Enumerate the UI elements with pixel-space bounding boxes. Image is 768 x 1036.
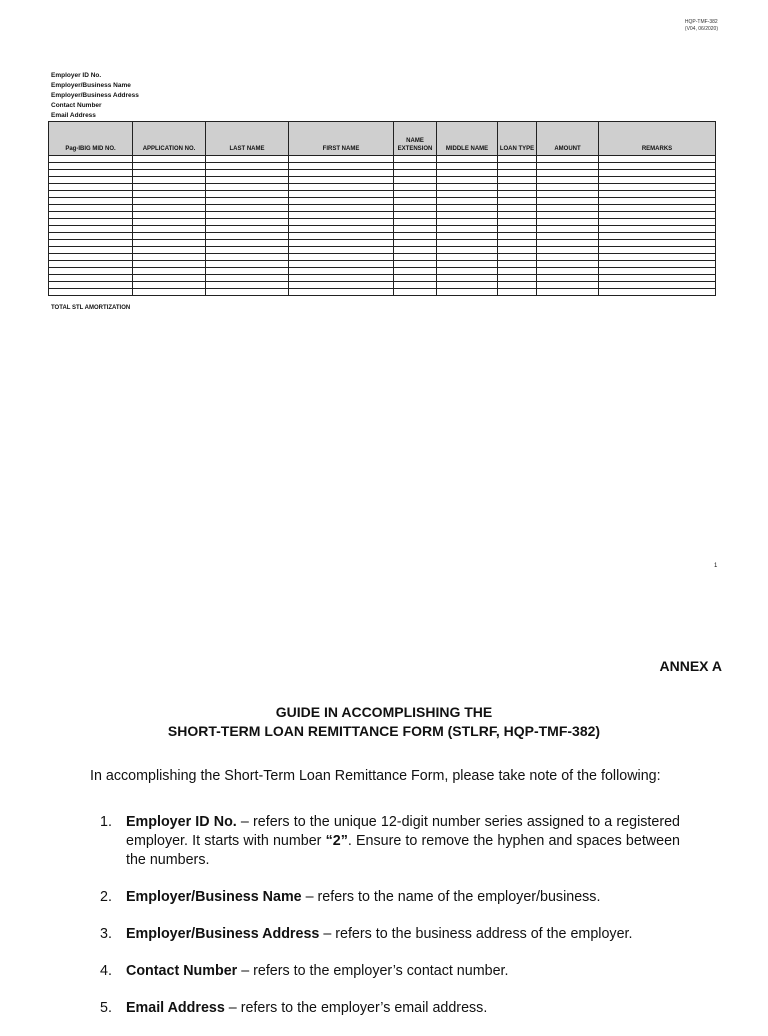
table-cell[interactable] [206, 254, 289, 261]
table-cell[interactable] [206, 170, 289, 177]
table-cell[interactable] [498, 282, 537, 289]
table-row [49, 254, 716, 261]
table-row [49, 289, 716, 296]
table-cell[interactable] [437, 247, 498, 254]
annex-heading: ANNEX A [659, 658, 722, 674]
table-row [49, 163, 716, 170]
table-cell[interactable] [498, 163, 537, 170]
table-row [49, 247, 716, 254]
guide-list [90, 813, 680, 1036]
table-cell[interactable] [49, 247, 133, 254]
table-row [49, 205, 716, 212]
table-cell[interactable] [289, 254, 394, 261]
table-cell[interactable] [498, 212, 537, 219]
table-cell[interactable] [133, 191, 206, 198]
table-cell[interactable] [437, 233, 498, 240]
table-cell[interactable] [49, 254, 133, 261]
table-cell[interactable] [206, 289, 289, 296]
table-row [49, 184, 716, 191]
table-cell[interactable] [498, 184, 537, 191]
table-cell[interactable] [437, 261, 498, 268]
table-cell[interactable] [133, 205, 206, 212]
guide-item-number: 5. [100, 1000, 112, 1016]
table-cell[interactable] [498, 275, 537, 282]
table-cell[interactable] [599, 282, 716, 289]
table-cell[interactable] [133, 212, 206, 219]
form-code: HQP-TMF-382 [684, 19, 718, 25]
table-cell[interactable] [49, 261, 133, 268]
table-cell[interactable] [394, 268, 437, 275]
table-cell[interactable] [537, 177, 599, 184]
table-cell[interactable] [437, 275, 498, 282]
table-cell[interactable] [394, 226, 437, 233]
table-cell[interactable] [437, 240, 498, 247]
table-cell[interactable] [599, 268, 716, 275]
table-cell[interactable] [394, 282, 437, 289]
table-cell[interactable] [394, 163, 437, 170]
table-cell[interactable] [537, 282, 599, 289]
table-cell[interactable] [206, 247, 289, 254]
table-header-row [49, 122, 716, 156]
table-cell[interactable] [394, 156, 437, 163]
table-cell[interactable] [394, 289, 437, 296]
table-cell[interactable] [537, 247, 599, 254]
table-cell[interactable] [437, 163, 498, 170]
table-row [49, 219, 716, 226]
table-cell[interactable] [537, 170, 599, 177]
guide-item-number: 1. [100, 814, 112, 830]
table-cell[interactable] [289, 261, 394, 268]
table-cell[interactable] [289, 233, 394, 240]
table-cell[interactable] [49, 289, 133, 296]
table-cell[interactable] [206, 198, 289, 205]
table-cell[interactable] [394, 184, 437, 191]
table-cell[interactable] [437, 177, 498, 184]
table-cell[interactable] [394, 212, 437, 219]
table-row [49, 226, 716, 233]
table-cell[interactable] [289, 156, 394, 163]
table-cell[interactable] [599, 275, 716, 282]
guide-item-desc: – refers to the name of the employer/business. [301, 889, 601, 905]
table-cell[interactable] [498, 191, 537, 198]
table-cell[interactable] [133, 163, 206, 170]
table-cell[interactable] [133, 198, 206, 205]
table-cell[interactable] [437, 254, 498, 261]
table-cell[interactable] [498, 219, 537, 226]
email-address-label: Email Address [51, 112, 96, 119]
table-cell[interactable] [498, 156, 537, 163]
guide-item-number: 4. [100, 963, 112, 979]
guide-title-line1: GUIDE IN ACCOMPLISHING THE [275, 704, 493, 720]
table-cell[interactable] [437, 268, 498, 275]
table-cell[interactable] [133, 268, 206, 275]
guide-title [0, 703, 768, 741]
table-cell[interactable] [133, 233, 206, 240]
table-cell[interactable] [537, 268, 599, 275]
table-cell[interactable] [537, 240, 599, 247]
table-cell[interactable] [437, 191, 498, 198]
table-cell[interactable] [133, 261, 206, 268]
table-cell[interactable] [49, 219, 133, 226]
employer-fields [51, 71, 139, 121]
table-cell[interactable] [537, 205, 599, 212]
table-cell[interactable] [289, 240, 394, 247]
table-cell[interactable] [437, 170, 498, 177]
table-cell[interactable] [498, 261, 537, 268]
table-cell[interactable] [289, 289, 394, 296]
table-cell[interactable] [599, 205, 716, 212]
col-header: APPLICATION NO. [133, 122, 206, 156]
contact-number-label: Contact Number [51, 102, 102, 109]
table-cell[interactable] [599, 163, 716, 170]
table-row [49, 198, 716, 205]
table-cell[interactable] [206, 219, 289, 226]
guide-item-desc: – refers to the business address of the employer. [319, 926, 633, 942]
table-cell[interactable] [133, 240, 206, 247]
table-cell[interactable] [537, 254, 599, 261]
table-cell[interactable] [437, 282, 498, 289]
table-cell[interactable] [49, 163, 133, 170]
table-cell[interactable] [133, 170, 206, 177]
col-header: MIDDLE NAME [437, 122, 498, 156]
table-row [49, 233, 716, 240]
table-row [49, 261, 716, 268]
table-cell[interactable] [394, 275, 437, 282]
table-cell[interactable] [49, 275, 133, 282]
table-cell[interactable] [599, 184, 716, 191]
table-cell[interactable] [599, 212, 716, 219]
table-body [49, 156, 716, 296]
table-cell[interactable] [133, 219, 206, 226]
table-cell[interactable] [206, 156, 289, 163]
table-cell[interactable] [537, 289, 599, 296]
guide-item-desc-cont: . Ensure to remove the hyphen and spaces between the numbers. [126, 833, 680, 868]
guide-item-term: Employer/Business Name [126, 889, 302, 905]
table-cell[interactable] [599, 254, 716, 261]
business-name-label: Employer/Business Name [51, 82, 131, 89]
table-cell[interactable] [289, 170, 394, 177]
table-cell[interactable] [206, 275, 289, 282]
table-cell[interactable] [289, 282, 394, 289]
table-cell[interactable] [437, 289, 498, 296]
table-cell[interactable] [289, 226, 394, 233]
guide-item-term: Email Address [126, 1000, 225, 1016]
table-cell[interactable] [206, 212, 289, 219]
table-cell[interactable] [599, 198, 716, 205]
guide-item-emphasis: “2” [325, 833, 348, 849]
table-cell[interactable] [498, 198, 537, 205]
employer-id-label: Employer ID No. [51, 72, 102, 79]
table-cell[interactable] [289, 275, 394, 282]
table-cell[interactable] [498, 177, 537, 184]
table-cell[interactable] [394, 170, 437, 177]
table-cell[interactable] [599, 240, 716, 247]
table-cell[interactable] [133, 289, 206, 296]
table-cell[interactable] [599, 247, 716, 254]
table-cell[interactable] [206, 282, 289, 289]
table-cell[interactable] [537, 156, 599, 163]
table-cell[interactable] [537, 191, 599, 198]
table-cell[interactable] [289, 247, 394, 254]
table-cell[interactable] [394, 233, 437, 240]
guide-item-term: Employer ID No. [126, 814, 237, 830]
table-cell[interactable] [599, 219, 716, 226]
table-cell[interactable] [133, 282, 206, 289]
guide-item [90, 888, 680, 907]
table-cell[interactable] [206, 240, 289, 247]
table-row [49, 268, 716, 275]
col-header: Pag-IBIG MID NO. [49, 122, 133, 156]
table-cell[interactable] [437, 205, 498, 212]
table-cell[interactable] [49, 282, 133, 289]
table-cell[interactable] [133, 177, 206, 184]
table-cell[interactable] [49, 177, 133, 184]
total-stl-amortization-label: TOTAL STL AMORTIZATION [51, 305, 131, 311]
table-row [49, 240, 716, 247]
table-cell[interactable] [206, 226, 289, 233]
table-cell[interactable] [49, 156, 133, 163]
table-cell[interactable] [289, 177, 394, 184]
table-cell[interactable] [206, 268, 289, 275]
table-cell[interactable] [49, 268, 133, 275]
table-cell[interactable] [537, 261, 599, 268]
table-cell[interactable] [498, 247, 537, 254]
table-cell[interactable] [537, 184, 599, 191]
table-cell[interactable] [537, 163, 599, 170]
table-cell[interactable] [206, 191, 289, 198]
guide-item-desc: – refers to the unique 12-digit number series assigned to a registered employer. It starts with number [126, 814, 680, 849]
table-cell[interactable] [394, 240, 437, 247]
table-cell[interactable] [206, 177, 289, 184]
col-header: LOAN TYPE [498, 122, 537, 156]
table-cell[interactable] [289, 163, 394, 170]
table-cell[interactable] [394, 205, 437, 212]
table-cell[interactable] [49, 191, 133, 198]
table-cell[interactable] [599, 191, 716, 198]
table-row [49, 212, 716, 219]
table-cell[interactable] [49, 240, 133, 247]
table-cell[interactable] [49, 233, 133, 240]
table-cell[interactable] [599, 289, 716, 296]
col-header: NAME EXTENSION [394, 122, 437, 156]
table-cell[interactable] [289, 205, 394, 212]
table-cell[interactable] [394, 219, 437, 226]
table-cell[interactable] [537, 219, 599, 226]
form-version: (V04, 06/2020) [684, 26, 718, 32]
col-header: AMOUNT [537, 122, 599, 156]
col-header: LAST NAME [206, 122, 289, 156]
table-cell[interactable] [437, 219, 498, 226]
table-cell[interactable] [537, 226, 599, 233]
table-cell[interactable] [289, 184, 394, 191]
table-cell[interactable] [599, 177, 716, 184]
table-cell[interactable] [437, 156, 498, 163]
table-cell[interactable] [394, 247, 437, 254]
guide-intro: In accomplishing the Short-Term Loan Remittance Form, please take note of the following: [90, 768, 661, 784]
guide-item [90, 813, 680, 870]
table-cell[interactable] [133, 226, 206, 233]
table-cell[interactable] [437, 198, 498, 205]
table-cell[interactable] [599, 226, 716, 233]
table-cell[interactable] [498, 240, 537, 247]
business-address-label: Employer/Business Address [51, 92, 139, 99]
table-cell[interactable] [133, 254, 206, 261]
form-code-block [685, 19, 718, 33]
table-cell[interactable] [437, 226, 498, 233]
table-cell[interactable] [289, 212, 394, 219]
guide-item [90, 962, 680, 981]
guide-item [90, 925, 680, 944]
guide-title-line2: SHORT-TERM LOAN REMITTANCE FORM (STLRF, HQP-TMF-382) [167, 723, 601, 739]
table-cell[interactable] [437, 212, 498, 219]
table-cell[interactable] [49, 226, 133, 233]
table-cell[interactable] [498, 268, 537, 275]
table-cell[interactable] [394, 198, 437, 205]
table-cell[interactable] [49, 198, 133, 205]
table-cell[interactable] [133, 275, 206, 282]
guide-item-term: Contact Number [126, 963, 238, 979]
table-cell[interactable] [133, 184, 206, 191]
table-cell[interactable] [599, 170, 716, 177]
table-cell[interactable] [49, 212, 133, 219]
table-row [49, 156, 716, 163]
col-header: FIRST NAME [289, 122, 394, 156]
guide-item-number: 3. [100, 926, 112, 942]
guide-item-desc: – refers to the employer’s contact number. [237, 963, 509, 979]
table-row [49, 177, 716, 184]
table-cell[interactable] [133, 156, 206, 163]
table-row [49, 191, 716, 198]
table-cell[interactable] [206, 261, 289, 268]
table-cell[interactable] [537, 275, 599, 282]
table-cell[interactable] [437, 184, 498, 191]
guide-item [90, 999, 680, 1018]
remittance-table [48, 121, 716, 296]
table-cell[interactable] [498, 205, 537, 212]
table-cell[interactable] [498, 254, 537, 261]
page-number: 1 [714, 563, 718, 569]
table-cell[interactable] [289, 219, 394, 226]
table-row [49, 282, 716, 289]
table-cell[interactable] [498, 226, 537, 233]
table-cell[interactable] [394, 177, 437, 184]
table-cell[interactable] [289, 198, 394, 205]
table-cell[interactable] [394, 191, 437, 198]
table-cell[interactable] [537, 198, 599, 205]
table-cell[interactable] [498, 289, 537, 296]
table-cell[interactable] [49, 205, 133, 212]
table-cell[interactable] [498, 170, 537, 177]
guide-item-number: 2. [100, 889, 112, 905]
table-cell[interactable] [498, 233, 537, 240]
table-cell[interactable] [49, 184, 133, 191]
table-cell[interactable] [206, 205, 289, 212]
table-row [49, 275, 716, 282]
guide-item-term: Employer/Business Address [126, 926, 320, 942]
guide-item-desc: – refers to the employer’s email address. [224, 1000, 488, 1016]
table-cell[interactable] [133, 247, 206, 254]
table-cell[interactable] [599, 233, 716, 240]
table-cell[interactable] [206, 184, 289, 191]
table-cell[interactable] [599, 261, 716, 268]
table-row [49, 170, 716, 177]
table-cell[interactable] [394, 254, 437, 261]
table-cell[interactable] [599, 156, 716, 163]
col-header: REMARKS [599, 122, 716, 156]
table-cell[interactable] [289, 191, 394, 198]
table-cell[interactable] [537, 233, 599, 240]
table-cell[interactable] [206, 163, 289, 170]
table-cell[interactable] [289, 268, 394, 275]
table-cell[interactable] [394, 261, 437, 268]
table-cell[interactable] [49, 170, 133, 177]
table-cell[interactable] [537, 212, 599, 219]
table-cell[interactable] [206, 233, 289, 240]
